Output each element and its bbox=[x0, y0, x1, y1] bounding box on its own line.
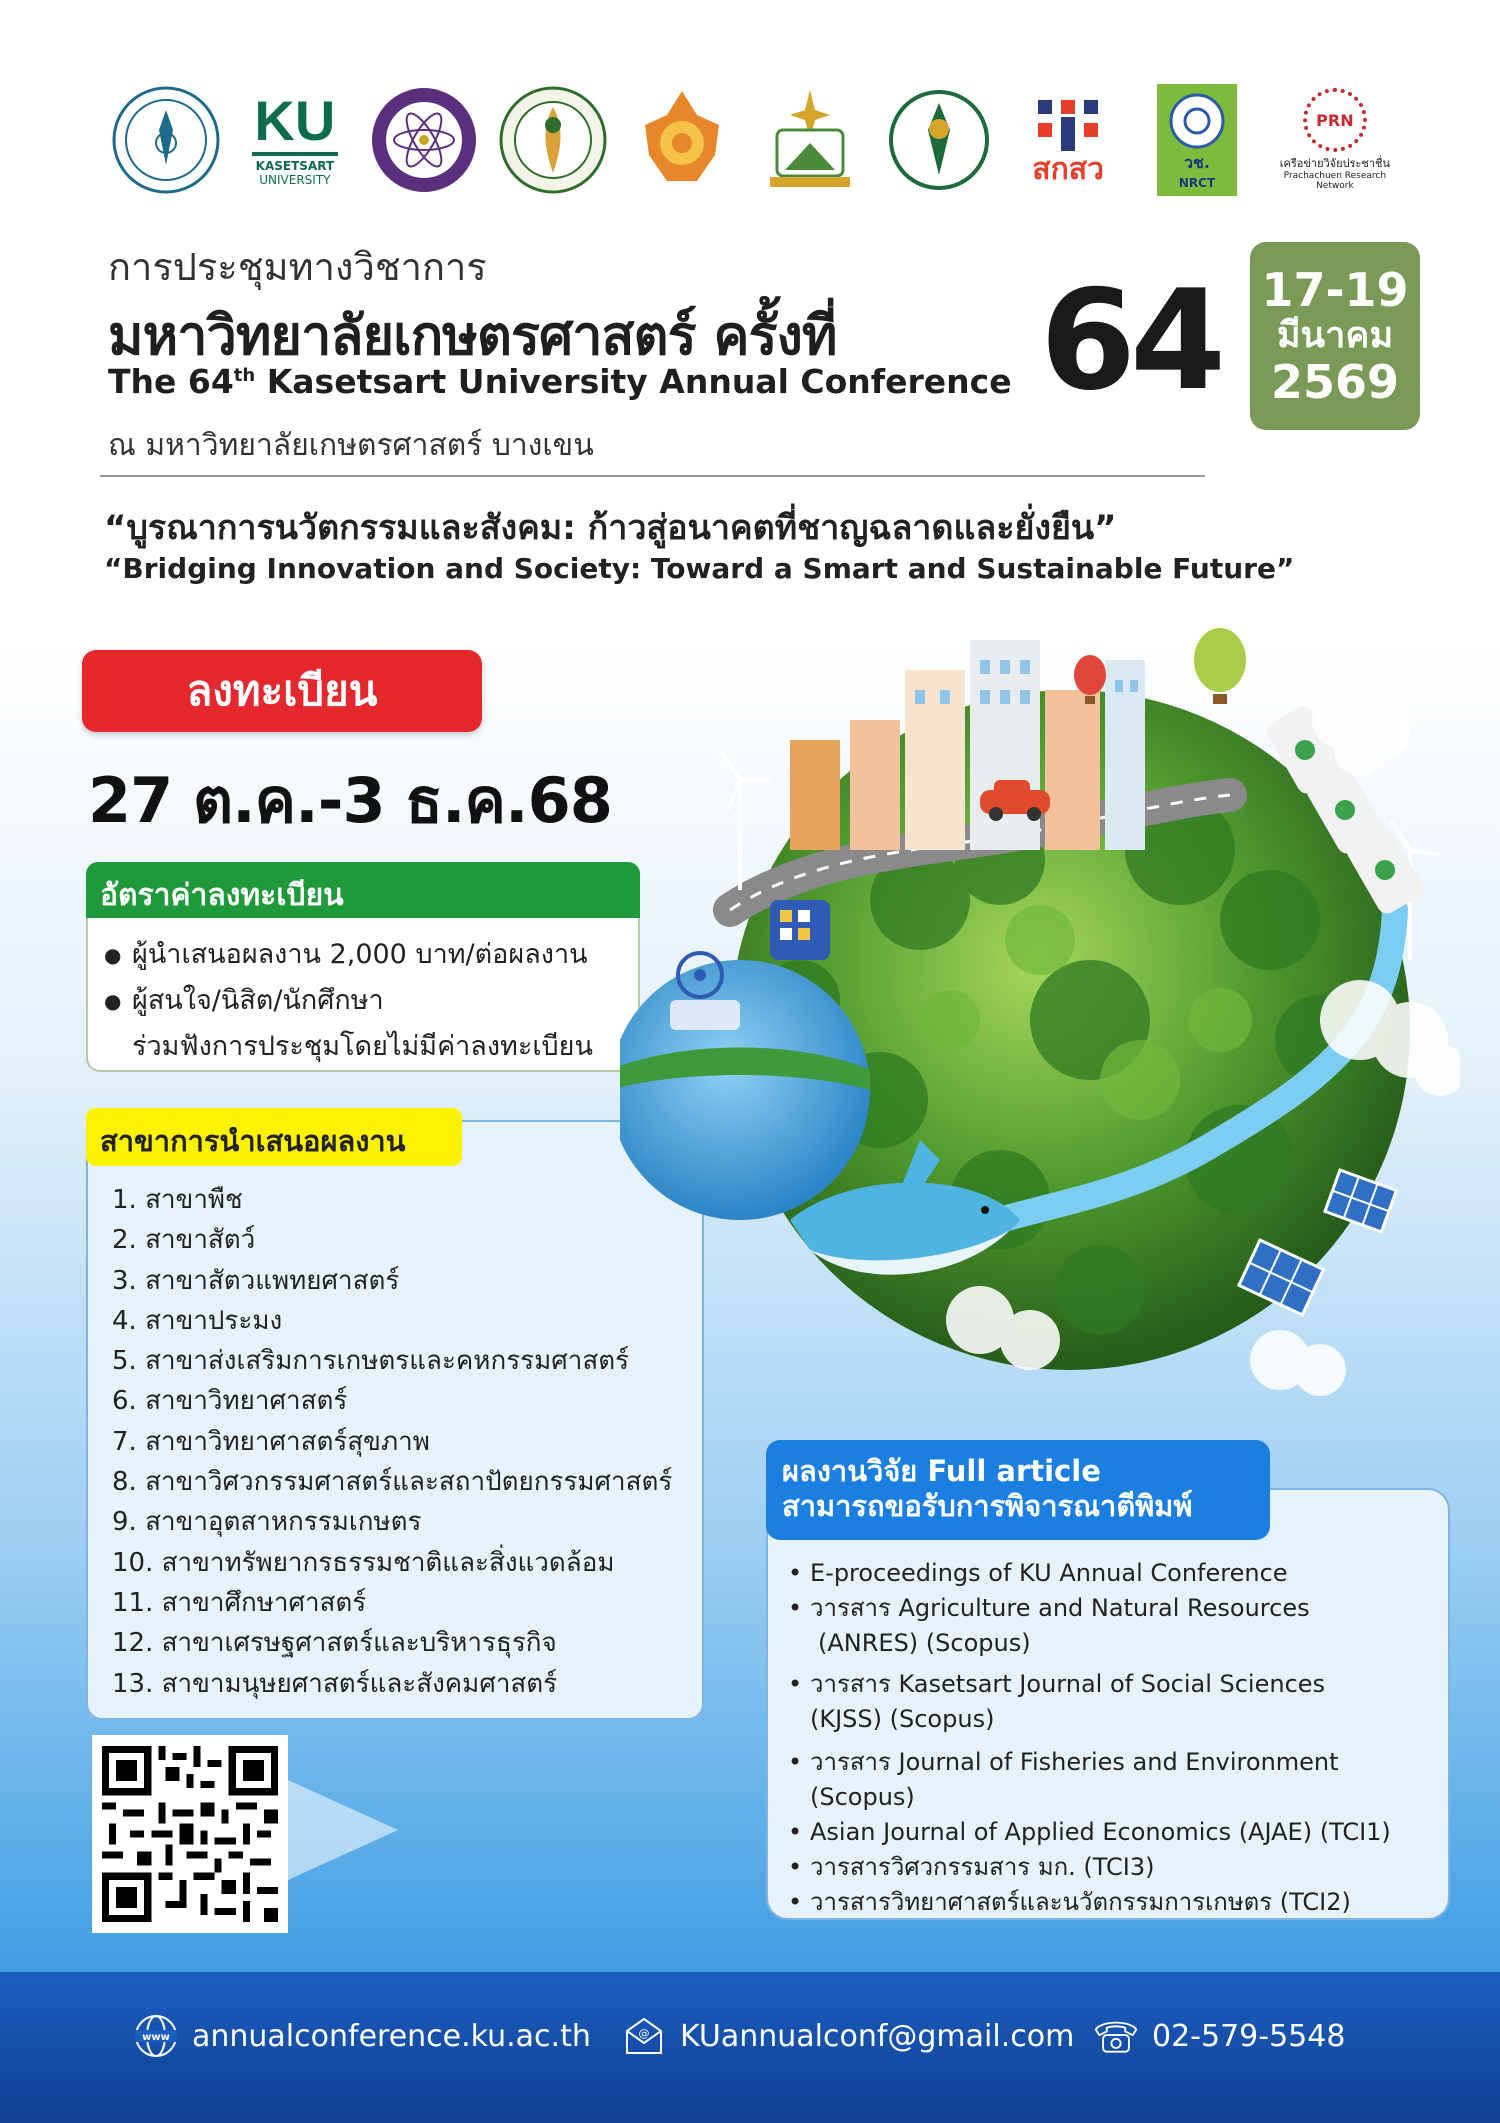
journal-item: • วารสารวิศวกรรมสาร มก. (TCI3) bbox=[784, 1850, 1444, 1885]
branch-item: 6. สาขาวิทยาศาสตร์ bbox=[112, 1386, 348, 1417]
digital-economy-ministry-logo bbox=[883, 84, 995, 196]
publication-heading-line2: สามารถขอรับการพิจารณาตีพิมพ์ bbox=[782, 1488, 1193, 1523]
conference-title-th: มหาวิทยาลัยเกษตรศาสตร์ ครั้งที่ bbox=[108, 304, 837, 367]
date-days: 17-19 bbox=[1261, 262, 1409, 317]
branch-item: 4. สาขาประมง bbox=[112, 1305, 283, 1336]
date-month: มีนาคม bbox=[1276, 315, 1394, 357]
footer-website[interactable] bbox=[132, 2012, 591, 2060]
sustainable-earth-illustration bbox=[620, 600, 1460, 1420]
footer-phone-text[interactable]: 02-579-5548 bbox=[1152, 2018, 1346, 2054]
theme-th: “บูรณาการนวัตกรรมและสังคม: ก้าวสู่อนาคตที่ชาญฉลาดและยั่งยืน” bbox=[104, 508, 1117, 548]
government-seal-logo bbox=[754, 84, 866, 196]
publication-heading bbox=[766, 1440, 1270, 1540]
footer-website-text[interactable]: annualconference.ku.ac.th bbox=[192, 2018, 591, 2054]
globe-icon bbox=[132, 2012, 180, 2060]
tsri-logo-text: สกสว bbox=[1032, 152, 1104, 187]
ku-wordmark-line2: KASETSART bbox=[255, 159, 335, 173]
nrct-logo bbox=[1141, 84, 1253, 196]
title-en-pre: The 64 bbox=[108, 362, 234, 401]
journal-item: • วารสารวิทยาศาสตร์และนวัตกรรมการเกษตร (TCI2) bbox=[784, 1885, 1444, 1920]
branch-list bbox=[112, 1180, 692, 1704]
education-ministry-logo bbox=[626, 84, 738, 196]
ku-wordmark-text: KU bbox=[254, 89, 336, 152]
footer-email-text[interactable]: KUannualconf@gmail.com bbox=[680, 2018, 1075, 2054]
branch-item: 8. สาขาวิศวกรรมศาสตร์และสถาปัตยกรรมศาสตร์ bbox=[112, 1467, 673, 1498]
prn-logo bbox=[1270, 84, 1400, 196]
www-icon-text: www bbox=[142, 2032, 170, 2043]
fee-item-continuation: ร่วมฟังการประชุมโดยไม่มีค่าลงทะเบียน bbox=[132, 1031, 593, 1062]
journal-item: • Asian Journal of Applied Economics (AJAE) (TCI1) bbox=[784, 1815, 1444, 1850]
branch-item: 12. สาขาเศรษฐศาสตร์และบริหารธุรกิจ bbox=[112, 1628, 557, 1659]
journal-item: • วารสาร Kasetsart Journal of Social Sciences bbox=[784, 1667, 1444, 1702]
fee-item: ● ผู้นำเสนอผลงาน 2,000 บาท/ต่อผลงาน bbox=[104, 932, 624, 978]
registration-qr-code[interactable] bbox=[92, 1735, 288, 1933]
svg-text:@: @ bbox=[638, 2027, 650, 2040]
journal-item: • วารสาร Journal of Fisheries and Environment (Scopus) bbox=[784, 1745, 1444, 1815]
publication-heading-line1: ผลงานวิจัย Full article bbox=[782, 1454, 1101, 1488]
journal-item-continuation: (KJSS) (Scopus) bbox=[810, 1705, 995, 1733]
fee-item: ● ผู้สนใจ/นิสิต/นักศึกษา bbox=[104, 978, 624, 1024]
prn-logo-mark: PRN bbox=[1303, 88, 1367, 152]
qr-arrow-decor bbox=[288, 1780, 398, 1880]
branch-item: 5. สาขาส่งเสริมการเกษตรและคหกรรมศาสตร์ bbox=[112, 1346, 630, 1377]
branch-item: 10. สาขาทรัพยากรธรรมชาติและสิ่งแวดล้อม bbox=[112, 1547, 615, 1578]
branch-item: 2. สาขาสัตว์ bbox=[112, 1225, 256, 1256]
nrct-logo-thai: วช. bbox=[1184, 152, 1210, 172]
phone-icon bbox=[1092, 2012, 1140, 2060]
publication-list bbox=[784, 1556, 1444, 1920]
partner-logos-row bbox=[110, 70, 1400, 210]
branch-item: 13. สาขามนุษยศาสตร์และสังคมศาสตร์ bbox=[112, 1668, 558, 1699]
footer-email[interactable] bbox=[620, 2012, 1074, 2060]
branch-item: 1. สาขาพืช bbox=[112, 1185, 243, 1215]
footer-phone[interactable] bbox=[1092, 2012, 1345, 2060]
email-icon bbox=[620, 2012, 668, 2060]
conference-subheading: การประชุมทางวิชาการ bbox=[108, 245, 487, 289]
fee-heading: อัตราค่าลงทะเบียน bbox=[86, 862, 640, 918]
agriculture-ministry-logo bbox=[497, 84, 609, 196]
header-divider bbox=[100, 475, 1205, 477]
tsri-logo bbox=[1012, 84, 1124, 196]
journal-item-continuation: (ANRES) (Scopus) bbox=[818, 1629, 1031, 1657]
title-en-post: Kasetsart University Annual Conference bbox=[255, 362, 1012, 401]
conference-date-badge bbox=[1250, 242, 1420, 430]
date-year: 2569 bbox=[1270, 354, 1400, 409]
theme-en: “Bridging Innovation and Society: Toward a Smart and Sustainable Future” bbox=[104, 552, 1295, 585]
branch-item: 11. สาขาศึกษาศาสตร์ bbox=[112, 1587, 367, 1618]
prn-logo-en: Prachachuen Research Network bbox=[1283, 170, 1387, 192]
ku-wordmark-logo bbox=[239, 84, 351, 196]
conference-venue: ณ มหาวิทยาลัยเกษตรศาสตร์ บางเขน bbox=[108, 428, 594, 463]
register-button[interactable]: ลงทะเบียน bbox=[82, 650, 482, 732]
branch-item: 7. สาขาวิทยาศาสตร์สุขภาพ bbox=[112, 1426, 430, 1457]
journal-item: • วารสาร Agriculture and Natural Resources bbox=[784, 1591, 1444, 1626]
registration-date: 27 ต.ค.-3 ธ.ค.68 bbox=[88, 764, 612, 837]
conference-number: 64 bbox=[1040, 260, 1221, 421]
prn-logo-th: เครือข่ายวิจัยประชาชื่น bbox=[1279, 157, 1391, 171]
nrct-logo-en: NRCT bbox=[1178, 175, 1216, 190]
science-society-logo bbox=[368, 84, 480, 196]
branch-item: 3. สาขาสัตวแพทยศาสตร์ bbox=[112, 1265, 400, 1296]
branch-heading: สาขาการนำเสนอผลงาน bbox=[86, 1108, 462, 1166]
title-en-sup: th bbox=[233, 365, 256, 386]
fee-list bbox=[104, 932, 624, 1070]
conference-title-en bbox=[108, 362, 1012, 401]
ku-seal-logo bbox=[110, 84, 222, 196]
branch-item: 9. สาขาอุตสาหกรรมเกษตร bbox=[112, 1507, 422, 1538]
ku-wordmark-line3: UNIVERSITY bbox=[259, 173, 331, 187]
journal-item: • E-proceedings of KU Annual Conference bbox=[784, 1556, 1444, 1591]
